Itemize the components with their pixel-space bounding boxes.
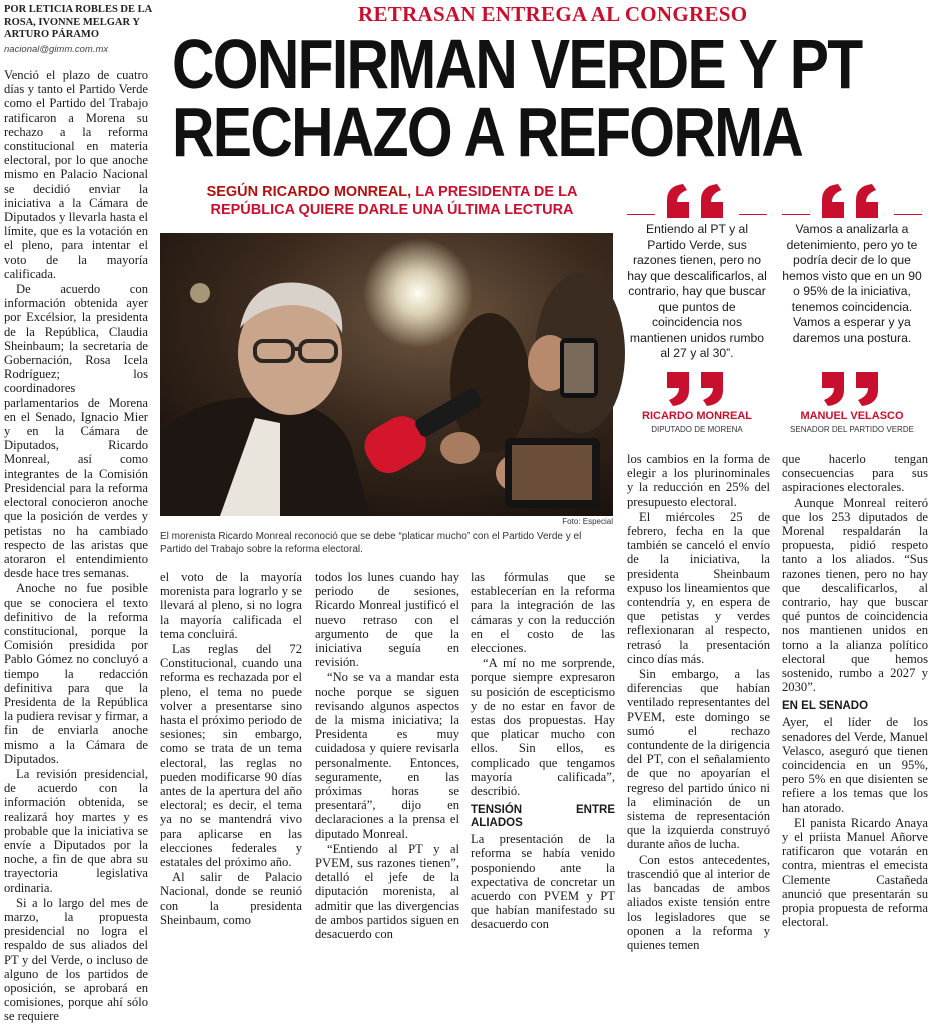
paragraph: el voto de la mayoría morenista para lograrlo y se llevará al pleno, si no logra la mayoría calificada el tema concluirá. bbox=[160, 570, 302, 641]
kicker: RETRASAN ENTREGA AL CONGRESO bbox=[358, 2, 748, 26]
quote-author-role: SENADOR DEL PARTIDO VERDE bbox=[790, 425, 914, 434]
paragraph: De acuerdo con información obtenida ayer por Excélsior, la presidenta de la República, Claudia Sheinbaum; la secretaria de Gobernación, Rosa Icela Rodríguez; los coordinadores parlamentarios de Morena en el Senado, Ignacio Mier y en la Cámara de Diputados, Ricardo Monreal, así como integrantes de la Comisión Presidencial para la reforma electoral conocieron anoche que la posición de verdes y petistas no ha cambiado respecto de las aristas que atoraron el entendimiento desde hace tres semanas. bbox=[4, 282, 148, 581]
paragraph: La revisión presidencial, de acuerdo con la información obtenida, se realizará hoy martes y es probable que la iniciativa se envíe a Diputados por la noche, a fin de que abra su trayectoria legislativa ordinaria. bbox=[4, 766, 148, 895]
byline-email: nacional@gimm.com.mx bbox=[4, 44, 109, 55]
article-column-3 bbox=[315, 570, 459, 942]
paragraph: las fórmulas que se establecerían en la reforma para la integración de las cámaras y con la reducción en el costo de las elecciones. bbox=[471, 570, 615, 656]
quote-author-name: MANUEL VELASCO bbox=[800, 410, 904, 422]
photo-caption: El morenista Ricardo Monreal reconoció que se debe “platicar mucho” con el Partido Verde y el Partido del Trabajo sobre la reforma electoral. bbox=[160, 531, 582, 555]
paragraph: Si a lo largo del mes de marzo, la propuesta presidencial no logra el respaldo de sus aliados del PT y del Verde, o incluso de alguno de los partidos de oposición, se aprobará en comisiones, porque ahí sólo se requiere bbox=[4, 895, 148, 1024]
paragraph: que hacerlo tengan consecuencias para sus aspiraciones electorales. bbox=[782, 452, 928, 495]
paragraph: todos los lunes cuando hay periodo de sesiones, Ricardo Monreal justificó el nuevo retraso con el argumento de que la iniciativa seguía en revisión. bbox=[315, 570, 459, 670]
paragraph: “A mí no me sorprende, porque siempre expresaron su posición de escepticismo y de no estar en favor de estas dos propuestas. Hay que platicar mucho con ellos. Sin ellos, es complicado que tengamos mayoría calificada”, describió. bbox=[471, 656, 615, 799]
byline-authors: POR LETICIA ROBLES DE LA ROSA, IVONNE MELGAR Y ARTURO PÁRAMO bbox=[4, 4, 152, 40]
news-photo bbox=[160, 233, 613, 516]
quote-rule-left bbox=[627, 214, 655, 215]
paragraph: Al salir de Palacio Nacional, donde se reunió con la presidenta Sheinbaum, como bbox=[160, 870, 302, 927]
subheading-senado: EN EL SENADO bbox=[782, 700, 869, 713]
deck-part-1: SEGÚN RICARDO MONREAL, bbox=[206, 184, 412, 200]
paragraph: La presentación de la reforma se había venido posponiendo ante la expectativa de concretar un acuerdo con PVEM y PT que habían manifestado su desacuerdo con bbox=[471, 832, 615, 932]
quote-author-role: DIPUTADO DE MORENA bbox=[651, 425, 743, 434]
quote-rule-left bbox=[782, 214, 810, 215]
paragraph: Las reglas del 72 Constitucional, cuando una reforma es rechazada por el pleno, el tema no puede volver a presentarse sino hasta el próximo periodo de sesiones; sin embargo, como se trata de un tema electoral, las reglas no pueden modificarse 90 días antes de la apertura del año electoral; es decir, el tema ya no se mantendrá vivo para aplicarse en las elecciones federales y estatales del próximo año. bbox=[160, 642, 302, 870]
quote-rule-right bbox=[894, 214, 922, 215]
article-column-2 bbox=[160, 570, 302, 927]
deck bbox=[172, 183, 612, 219]
paragraph: Venció el plazo de cuatro días y tanto el Partido Verde como el Partido del Trabajo ratificaron a Morena su rechazo a la reforma constitucional en materia electoral, por lo que anoche mismo en Palacio Nacional se decidió enviar la iniciativa a la Cámara de Diputados y llevarla hasta el límite, que es la votación en el pleno, para intentar el voto de la mayoría calificada. bbox=[4, 68, 148, 281]
headline-line-1: CONFIRMAN VERDE Y PT bbox=[172, 25, 862, 103]
quote-rule-right bbox=[739, 214, 767, 215]
article-column-4 bbox=[471, 570, 615, 932]
paragraph: “Entiendo al PT y al PVEM, sus razones tienen”, detalló el jefe de la diputación morenista, al admitir que las divergencias de ambos partidos siguen en desacuerdo con bbox=[315, 841, 459, 942]
paragraph: Aunque Monreal reiteró que los 253 diputados de Morenal respaldarán la propuesta, pidió respeto tanto a los aliados. “Sus razones tienen, pero no hay que descalificarlos, al contrario, hay que buscar qué puntos de coincidencia nos mantienen unidos en torno a la alianza político electoral que hemos sostenido, rumbo a 2027 y 2030”. bbox=[782, 495, 928, 695]
open-quote-icon bbox=[814, 182, 894, 218]
paragraph: “No se va a mandar esta noche porque se siguen revisando algunos aspectos de la misma iniciativa; la Presidenta es muy cuidadosa y quiere revisarla personalmente. Entonces, seguramente, en las próximas horas se presentará”, dijo en declaraciones a la prensa el diputado Monreal. bbox=[315, 670, 459, 841]
close-quote-icon bbox=[814, 372, 894, 408]
press-scrum-illustration bbox=[160, 233, 613, 516]
subheading-tension: TENSIÓN ENTRE ALIADOS bbox=[471, 804, 615, 830]
photo-credit: Foto: Especial bbox=[562, 517, 613, 526]
close-quote-icon bbox=[659, 372, 739, 408]
quote-text: Entiendo al PT y al Partido Verde, sus razones tienen, pero no hay que descalificarlos, al contrario, hay que buscar que puntos de coincidencia nos mantienen unidos rumbo al 27 y al 30”. bbox=[627, 222, 767, 360]
paragraph: El panista Ricardo Anaya y el priista Manuel Añorve ratificaron que votarán en contra, mientras el emecista Clemente Castañeda anunció que presentarán su propia propuesta de reforma electoral. bbox=[782, 815, 928, 930]
quote-text: Vamos a analizarla a detenimiento, pero yo te podría decir de lo que hemos visto que en un 90 o 95% de la iniciativa, tenemos coincidencia. Vamos a esperar y ya daremos una postura. bbox=[782, 222, 922, 345]
article-column-5 bbox=[627, 452, 770, 952]
article-column-1 bbox=[4, 68, 148, 1024]
paragraph: Anoche no fue posible que se conociera el texto definitivo de la reforma constitucional, porque la Comisión presidida por Pablo Gómez no concluyó a tiempo la redacción definitiva para que la Presidenta de la República la pudiera revisar y firmar, a fin de enviarla anoche mismo a la Cámara de Diputados. bbox=[4, 581, 148, 766]
paragraph: los cambios en la forma de elegir a los plurinominales y la reducción en 25% del presupuesto electoral. bbox=[627, 452, 770, 509]
quote-box-monreal bbox=[627, 182, 767, 452]
paragraph: Sin embargo, a las diferencias que habían ventilado representantes del PVEM, este domingo se sumó el rechazo contundente de la dirigencia del PT, con el señalamiento de que no apoyarían el regreso del partido único ni la eliminación de un sistema de representación que la izquierda construyó durante años de lucha. bbox=[627, 667, 770, 852]
headline bbox=[172, 25, 862, 171]
paragraph: El miércoles 25 de febrero, fecha en la que también se canceló el envío de la iniciativa, la presidenta Sheinbaum expuso los lineamientos que contendría y, en espera de que petistas y verdes reflexionaran al respecto, retrasó la presentación cinco días más. bbox=[627, 509, 770, 666]
quote-box-velasco bbox=[782, 182, 922, 452]
article-column-6 bbox=[782, 452, 928, 930]
open-quote-icon bbox=[659, 182, 739, 218]
headline-line-2: RECHAZO A REFORMA bbox=[172, 93, 803, 171]
deck-part-2: LA PRESIDENTA DE LA REPÚBLICA QUIERE DARLE UNA ÚLTIMA LECTURA bbox=[210, 184, 578, 218]
paragraph: Con estos antecedentes, trascendió que al interior de las bancadas de ambos aliados existe tensión entre los legisladores que se oponen a la reforma y quienes temen bbox=[627, 852, 770, 952]
paragraph: Ayer, el líder de los senadores del Verde, Manuel Velasco, aseguró que tienen coincidencia en un 95%, pero 5% en que disienten se refiere a los temas que los han atorado. bbox=[782, 715, 928, 815]
quote-author-name: RICARDO MONREAL bbox=[642, 410, 752, 422]
